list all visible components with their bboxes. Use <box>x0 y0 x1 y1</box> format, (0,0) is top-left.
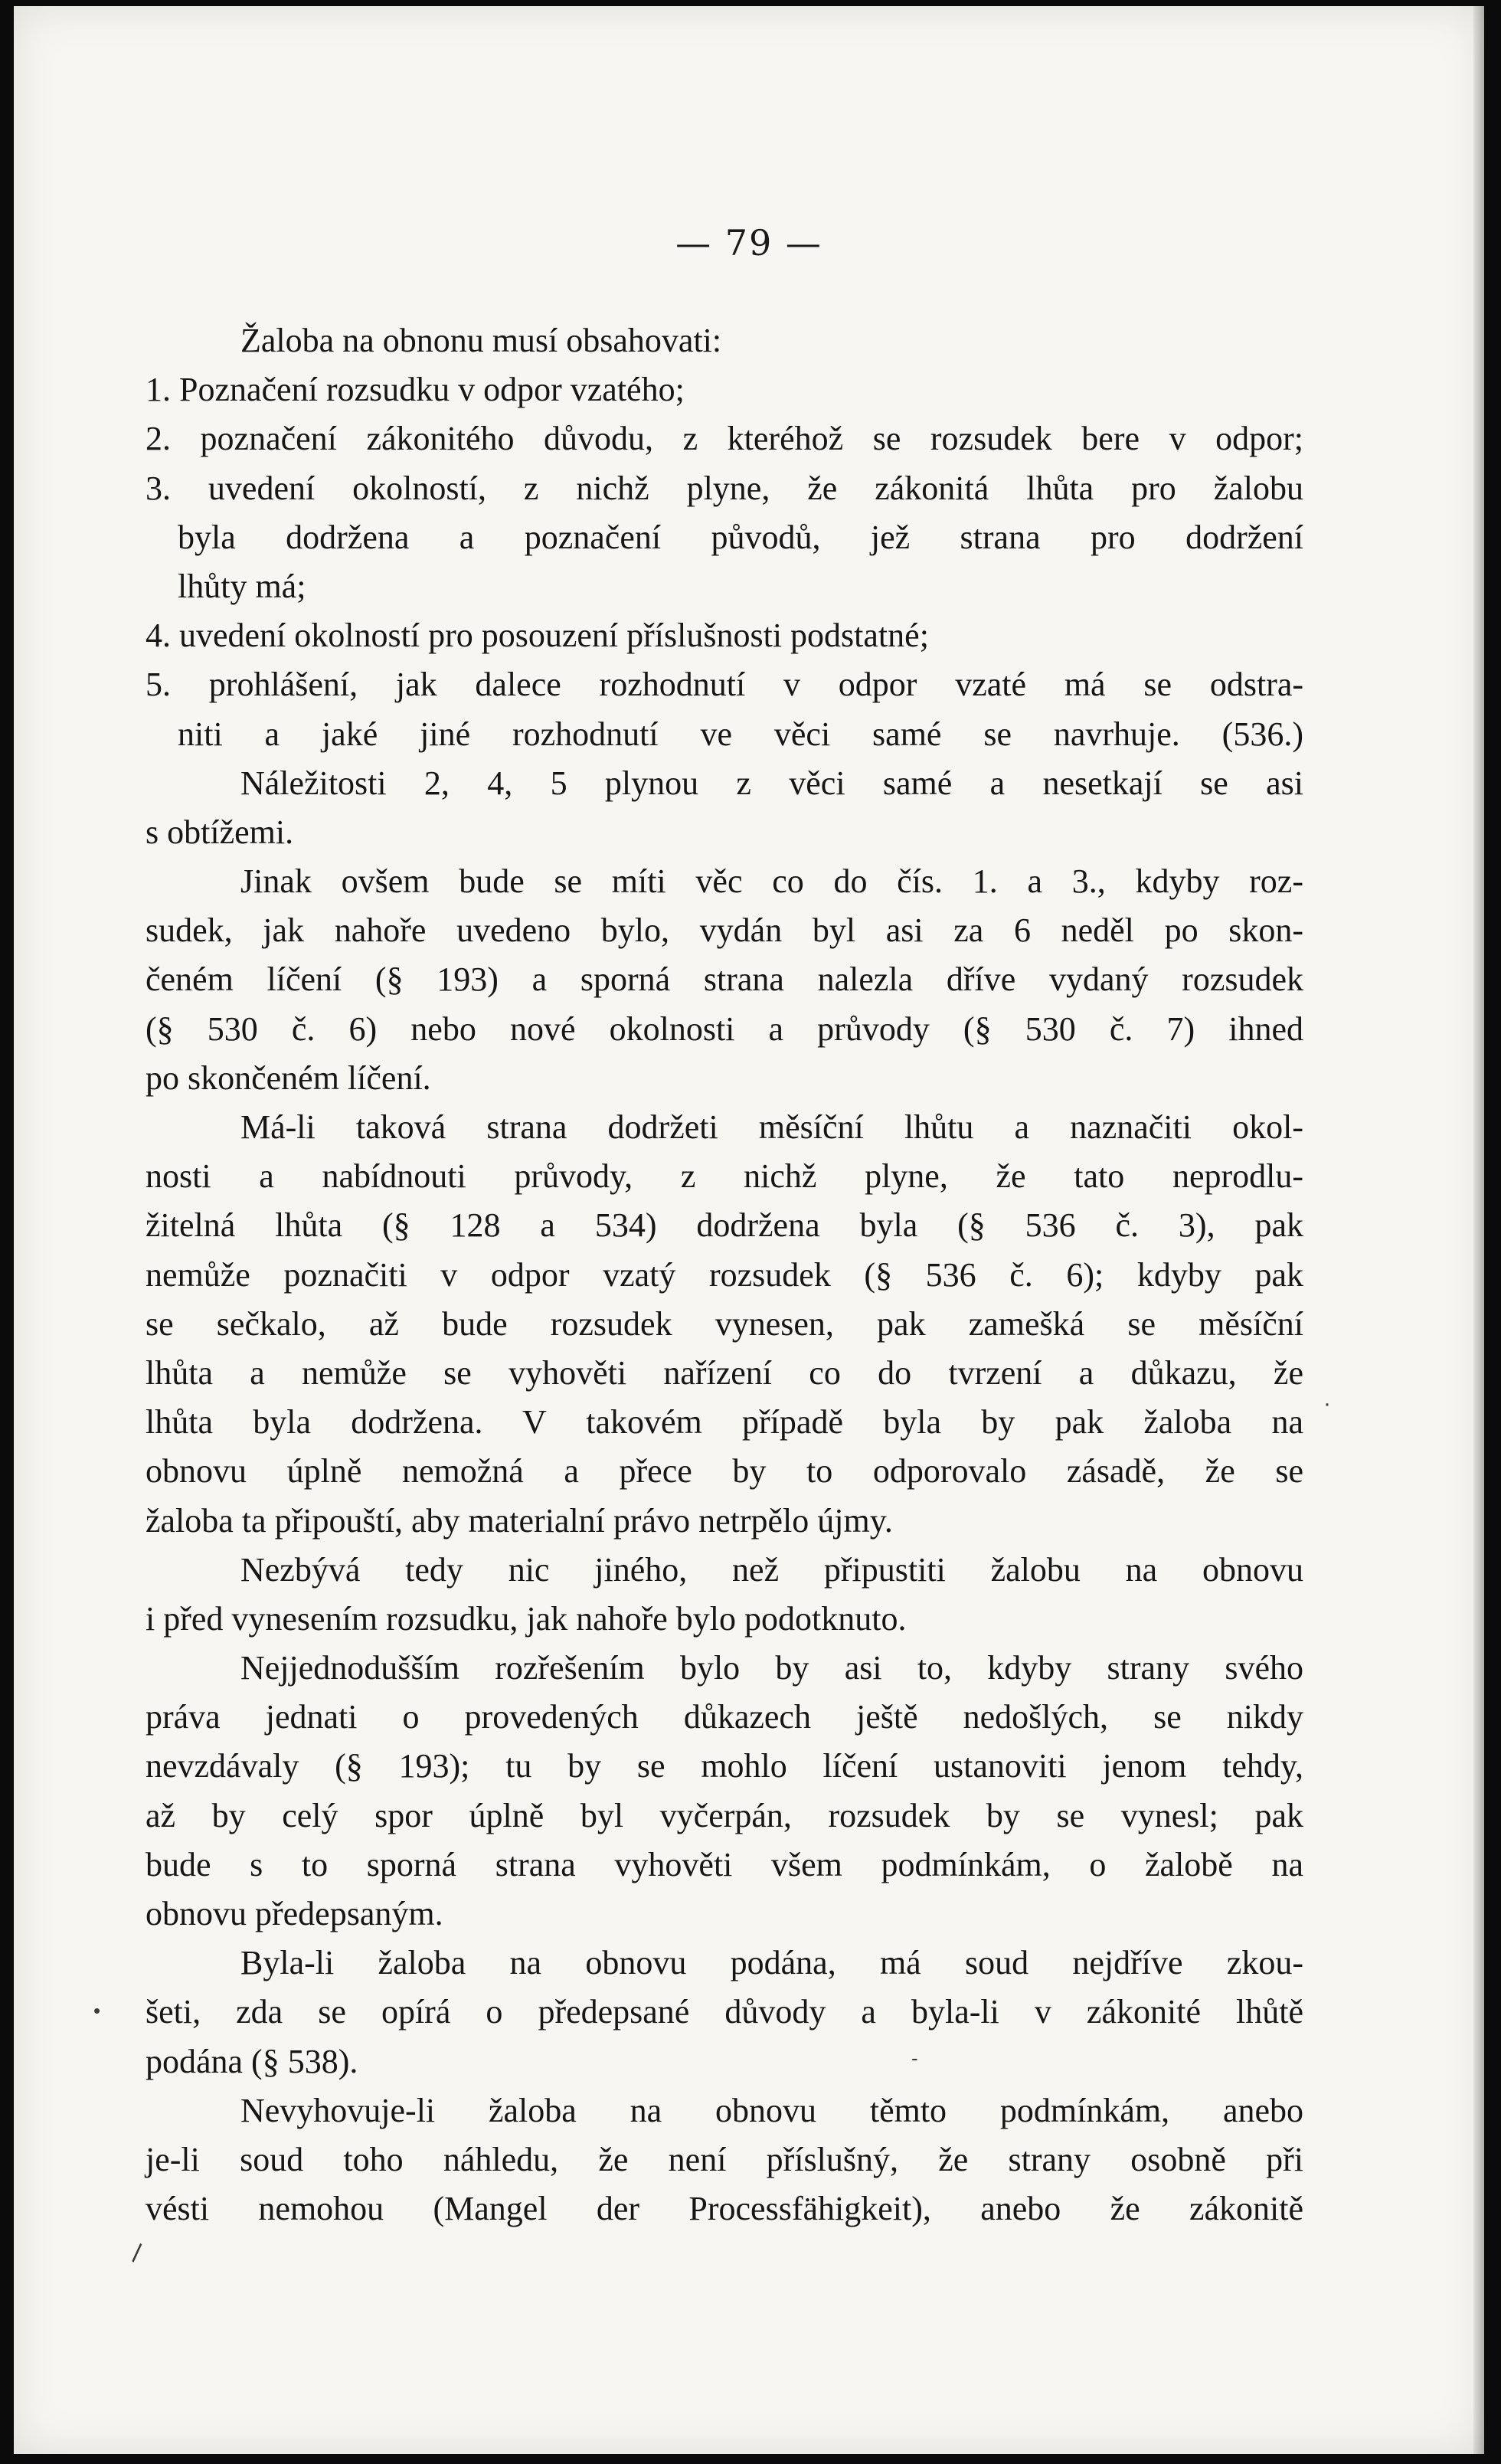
text-line: bude s to sporná strana vyhověti všem podmínkám, o žalobě na <box>146 1845 1303 1883</box>
text-line: šeti, zda se opírá o předepsané důvody a byla-li v zákonité lhůtě <box>146 1993 1303 2031</box>
margin-mark: · <box>1323 1391 1331 1416</box>
text-line: 5. prohlášení, jak dalece rozhodnutí v odpor vzaté má se odstra- <box>146 666 1303 704</box>
margin-mark: • <box>93 1999 101 2022</box>
text-line: Žaloba na obnonu musí obsahovati: <box>240 322 722 359</box>
text-line: (§ 530 č. 6) nebo nové okolnosti a průvody (§ 530 č. 7) ihned <box>146 1009 1303 1048</box>
text-line: niti a jaké jiné rozhodnutí ve věci samé se navrhuje. (536.) <box>178 715 1303 753</box>
text-line: byla dodržena a poznačení původů, jež strana pro dodržení <box>178 518 1303 556</box>
text-line: Náležitosti 2, 4, 5 plynou z věci samé a nesetkají se asi <box>240 764 1303 802</box>
text-line: práva jednati o provedených důkazech ještě nedošlých, se nikdy <box>146 1698 1303 1736</box>
text-line: Nezbývá tedy nic jiného, než připustiti žalobu na obnovu <box>240 1550 1303 1589</box>
text-line: Má-li taková strana dodržeti měsíční lhůtu a naznačiti okol- <box>240 1108 1303 1146</box>
text-line: s obtížemi. <box>146 813 294 851</box>
text-line: 3. uvedení okolností, z nichž plyne, že zákonitá lhůta pro žalobu <box>146 469 1303 507</box>
text-line: podána (§ 538). <box>146 2042 358 2080</box>
text-line: nosti a nabídnouti průvody, z nichž plyne, že tato neprodlu- <box>146 1157 1303 1196</box>
text-line: 1. Poznačení rozsudku v odpor vzatého; <box>146 371 685 409</box>
text-line: sudek, jak nahoře uvedeno bylo, vydán byl asi za 6 neděl po skon- <box>146 911 1303 950</box>
text-line: se sečkalo, až bude rozsudek vynesen, pak zamešká se měsíční <box>146 1304 1303 1343</box>
text-line: obnovu úplně nemožná a přece by to odporovalo zásadě, že se <box>146 1452 1303 1491</box>
text-line: lhůta a nemůže se vyhověti nařízení co do tvrzení a důkazu, že <box>146 1353 1303 1392</box>
page-number: — 79 — <box>675 222 822 263</box>
text-line: nemůže poznačiti v odpor vzatý rozsudek (§ 536 č. 6); kdyby pak <box>146 1255 1303 1294</box>
text-line: i před vynesením rozsudku, jak nahoře bylo podotknuto. <box>146 1599 907 1638</box>
text-line: nevzdávaly (§ 193); tu by se mohlo líčení ustanoviti jenom tehdy, <box>146 1747 1303 1785</box>
body-text <box>146 316 1303 2233</box>
page-edge <box>1473 6 1484 2454</box>
text-line: čeném líčení (§ 193) a sporná strana nalezla dříve vydaný rozsudek <box>146 960 1303 999</box>
text-line: Nevyhovuje-li žaloba na obnovu těmto podmínkám, anebo <box>240 2091 1303 2129</box>
text-line: Byla-li žaloba na obnovu podána, má soud nejdříve zkou- <box>240 1944 1303 1982</box>
text-line: až by celý spor úplně byl vyčerpán, rozsudek by se vynesl; pak <box>146 1796 1303 1834</box>
text-line: Nejjednodušším rozřešením bylo by asi to, kdyby strany svého <box>240 1649 1303 1687</box>
text-line: obnovu předepsaným. <box>146 1895 443 1932</box>
text-line: lhůty má; <box>178 567 306 605</box>
margin-mark: \ <box>124 2240 149 2267</box>
text-line: žitelná lhůta (§ 128 a 534) dodržena byla (§ 536 č. 3), pak <box>146 1206 1303 1245</box>
text-line: 2. poznačení zákonitého důvodu, z kteréhož se rozsudek bere v odpor; <box>146 420 1303 458</box>
text-line: Jinak ovšem bude se míti věc co do čís. 1. a 3., kdyby roz- <box>240 862 1303 901</box>
book-page <box>14 6 1484 2454</box>
text-line: po skončeném líčení. <box>146 1059 431 1097</box>
margin-mark: - <box>911 2047 918 2070</box>
text-line: je-li soud toho náhledu, že není příslušný, že strany osobně při <box>146 2140 1303 2178</box>
text-line: lhůta byla dodržena. V takovém případě byla by pak žaloba na <box>146 1403 1303 1441</box>
text-line: vésti nemohou (Mangel der Processfähigkeit), anebo že zákonitě <box>146 2190 1303 2228</box>
text-line: 4. uvedení okolností pro posouzení příslušnosti podstatné; <box>146 617 929 655</box>
text-line: žaloba ta připouští, aby materialní právo netrpělo újmy. <box>146 1501 893 1540</box>
